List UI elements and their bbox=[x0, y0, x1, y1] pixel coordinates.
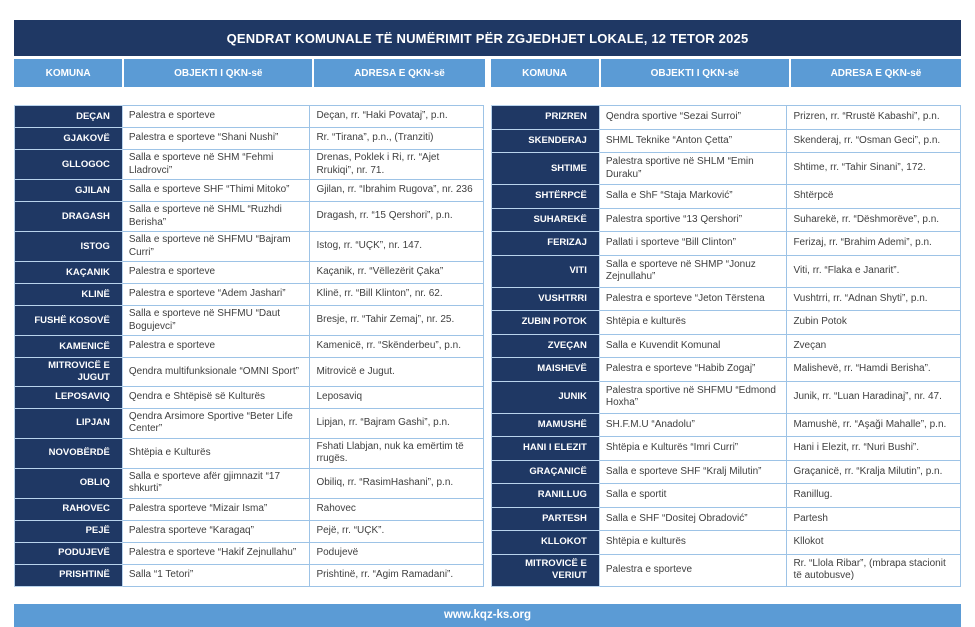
address-cell: Pejë, rr. “UÇK”. bbox=[310, 520, 484, 542]
address-cell: Obiliq, rr. “RasimHashani”, p.n. bbox=[310, 468, 484, 498]
address-cell: Zveçan bbox=[787, 334, 961, 358]
municipality-cell: PARTESH bbox=[492, 507, 600, 531]
address-cell: Ferizaj, rr. “Brahim Ademi”, p.n. bbox=[787, 232, 961, 256]
counting-centers-tables bbox=[14, 105, 961, 587]
facility-cell: Shtëpia e Kulturës bbox=[122, 438, 310, 468]
municipality-cell: RANILLUG bbox=[492, 484, 600, 508]
table-row bbox=[15, 306, 484, 336]
facility-cell: Palestra e sporteve “Shani Nushi” bbox=[122, 128, 310, 150]
table-row bbox=[15, 358, 484, 387]
page-title: QENDRAT KOMUNALE TË NUMËRIMIT PËR ZGJEDHJET LOKALE, 12 TETOR 2025 bbox=[226, 30, 749, 46]
municipality-cell: GJILAN bbox=[15, 180, 123, 202]
table-row bbox=[492, 129, 961, 153]
facility-cell: Palestra e sporteve “Habib Zogaj” bbox=[599, 358, 787, 382]
table-row bbox=[15, 542, 484, 564]
footer-website-link[interactable]: www.kqz-ks.org bbox=[443, 609, 532, 622]
table-row bbox=[492, 460, 961, 484]
facility-cell: Palestra e sporteve bbox=[122, 336, 310, 358]
facility-cell: Salla e sporteve në SHFMU “Bajram Curri” bbox=[122, 232, 310, 262]
municipality-cell: GLLOGOC bbox=[15, 150, 123, 180]
table-row bbox=[492, 437, 961, 461]
table-row bbox=[492, 208, 961, 232]
address-cell: Kllokot bbox=[787, 531, 961, 555]
table-row bbox=[15, 408, 484, 438]
header-left-half bbox=[14, 59, 485, 87]
table-row bbox=[15, 262, 484, 284]
municipality-cell: MAMUSHË bbox=[492, 413, 600, 437]
facility-cell: Salla e sporteve SHF “Thimi Mitoko” bbox=[122, 180, 310, 202]
table-row bbox=[492, 255, 961, 287]
header-objekti-left: OBJEKTI I QKN-së bbox=[124, 59, 312, 87]
municipality-cell: DRAGASH bbox=[15, 202, 123, 232]
municipality-cell: PEJË bbox=[15, 520, 123, 542]
facility-cell: Palestra e sporteve “Adem Jashari” bbox=[122, 284, 310, 306]
table-right-body bbox=[492, 106, 961, 587]
table-row bbox=[15, 180, 484, 202]
facility-cell: Salla e sporteve afër gjimnazit “17 shkurti” bbox=[122, 468, 310, 498]
facility-cell: Palestra sportive në SHFMU “Edmond Hoxha” bbox=[599, 381, 787, 413]
table-row bbox=[492, 413, 961, 437]
facility-cell: Salla e sporteve në SHML “Ruzhdi Berisha” bbox=[122, 202, 310, 232]
address-cell: Prishtinë, rr. “Agim Ramadani”. bbox=[310, 564, 484, 586]
table-left-body bbox=[15, 106, 484, 587]
municipality-cell: SHTIME bbox=[492, 153, 600, 185]
municipality-cell: MITROVICË E VERIUT bbox=[492, 554, 600, 586]
header-right-half bbox=[491, 59, 962, 87]
municipality-cell: ISTOG bbox=[15, 232, 123, 262]
table-row bbox=[492, 531, 961, 555]
municipality-cell: PODUJEVË bbox=[15, 542, 123, 564]
address-cell: Mitrovicë e Jugut. bbox=[310, 358, 484, 387]
address-cell: Zubin Potok bbox=[787, 311, 961, 335]
municipality-cell: JUNIK bbox=[492, 381, 600, 413]
facility-cell: Palestra e sporteve “Hakif Zejnullahu” bbox=[122, 542, 310, 564]
address-cell: Junik, rr. “Luan Haradinaj”, nr. 47. bbox=[787, 381, 961, 413]
header-adresa-right: ADRESA E QKN-së bbox=[791, 59, 961, 87]
facility-cell: Qendra e Shtëpisë së Kulturës bbox=[122, 386, 310, 408]
municipality-cell: KLINË bbox=[15, 284, 123, 306]
address-cell: Kaçanik, rr. “Vëllezërit Çaka” bbox=[310, 262, 484, 284]
table-row bbox=[15, 128, 484, 150]
municipality-cell: MAISHEVË bbox=[492, 358, 600, 382]
address-cell: Vushtrri, rr. “Adnan Shyti”, p.n. bbox=[787, 287, 961, 311]
address-cell: Podujevë bbox=[310, 542, 484, 564]
address-cell: Klinë, rr. “Bill Klinton”, nr. 62. bbox=[310, 284, 484, 306]
table-row bbox=[15, 150, 484, 180]
table-row bbox=[15, 468, 484, 498]
municipality-cell: GRAÇANICË bbox=[492, 460, 600, 484]
municipality-cell: KLLOKOT bbox=[492, 531, 600, 555]
facility-cell: SH.F.M.U “Anadolu” bbox=[599, 413, 787, 437]
address-cell: Drenas, Poklek i Ri, rr. “Ajet Rrukiqi”, nr. 71. bbox=[310, 150, 484, 180]
facility-cell: Palestra sporteve “Karagaq” bbox=[122, 520, 310, 542]
facility-cell: Salla e sporteve në SHMP “Jonuz Zejnullahu” bbox=[599, 255, 787, 287]
header-komuna-left: KOMUNA bbox=[14, 59, 122, 87]
table-row bbox=[492, 185, 961, 209]
facility-cell: Palestra sporteve “Mizair Isma” bbox=[122, 498, 310, 520]
municipality-cell: KAMENICË bbox=[15, 336, 123, 358]
address-cell: Rr. “Llola Ribar”, (mbrapa stacionit të autobusve) bbox=[787, 554, 961, 586]
address-cell: Suharekë, rr. “Dëshmorëve”, p.n. bbox=[787, 208, 961, 232]
municipality-cell: MITROVICË E JUGUT bbox=[15, 358, 123, 387]
municipality-cell: RAHOVEC bbox=[15, 498, 123, 520]
facility-cell: Salla “1 Tetori” bbox=[122, 564, 310, 586]
municipality-cell: KAÇANIK bbox=[15, 262, 123, 284]
table-row bbox=[15, 202, 484, 232]
facility-cell: Salla e Kuvendit Komunal bbox=[599, 334, 787, 358]
municipality-cell: PRISHTINË bbox=[15, 564, 123, 586]
municipality-cell: LEPOSAVIQ bbox=[15, 386, 123, 408]
table-row bbox=[15, 106, 484, 128]
address-cell: Fshati Llabjan, nuk ka emërtim të rrugës. bbox=[310, 438, 484, 468]
table-row bbox=[492, 153, 961, 185]
table-row bbox=[15, 284, 484, 306]
table-row bbox=[492, 381, 961, 413]
table-right bbox=[491, 105, 961, 587]
address-cell: Kamenicë, rr. “Skënderbeu”, p.n. bbox=[310, 336, 484, 358]
facility-cell: SHML Teknike “Anton Çetta” bbox=[599, 129, 787, 153]
address-cell: Malishevë, rr. “Hamdi Berisha”. bbox=[787, 358, 961, 382]
facility-cell: Palestra sportive “13 Qershori” bbox=[599, 208, 787, 232]
table-row bbox=[492, 106, 961, 130]
municipality-cell: GJAKOVË bbox=[15, 128, 123, 150]
facility-cell: Salla e ShF “Staja Marković” bbox=[599, 185, 787, 209]
address-cell: Bresje, rr. “Tahir Zemaj”, nr. 25. bbox=[310, 306, 484, 336]
table-row bbox=[15, 386, 484, 408]
facility-cell: Qendra Arsimore Sportive “Beter Life Center” bbox=[122, 408, 310, 438]
table-row bbox=[492, 311, 961, 335]
facility-cell: Shtëpia e Kulturës “Imri Curri” bbox=[599, 437, 787, 461]
header-objekti-right: OBJEKTI I QKN-së bbox=[601, 59, 789, 87]
table-row bbox=[492, 334, 961, 358]
municipality-cell: LIPJAN bbox=[15, 408, 123, 438]
municipality-cell: NOVOBËRDË bbox=[15, 438, 123, 468]
municipality-cell: ZVEÇAN bbox=[492, 334, 600, 358]
municipality-cell: VITI bbox=[492, 255, 600, 287]
facility-cell: Qendra multifunksionale “OMNI Sport” bbox=[122, 358, 310, 387]
address-cell: Shtime, rr. “Tahir Sinani”, 172. bbox=[787, 153, 961, 185]
address-cell: Deçan, rr. “Haki Povataj”, p.n. bbox=[310, 106, 484, 128]
table-row bbox=[492, 358, 961, 382]
table-row bbox=[492, 554, 961, 586]
facility-cell: Palestra e sporteve bbox=[122, 106, 310, 128]
address-cell: Rr. “Tirana”, p.n., (Tranziti) bbox=[310, 128, 484, 150]
facility-cell: Salla e sporteve në SHFMU “Daut Bogujevci” bbox=[122, 306, 310, 336]
table-left bbox=[14, 105, 484, 587]
facility-cell: Salla e SHF “Dositej Obradović” bbox=[599, 507, 787, 531]
address-cell: Rahovec bbox=[310, 498, 484, 520]
municipality-cell: PRIZREN bbox=[492, 106, 600, 130]
facility-cell: Palestra e sporteve bbox=[599, 554, 787, 586]
facility-cell: Salla e sporteve në SHM “Fehmi Lladrovci” bbox=[122, 150, 310, 180]
facility-cell: Salla e sportit bbox=[599, 484, 787, 508]
footer-bar bbox=[14, 604, 961, 627]
address-cell: Shtërpcë bbox=[787, 185, 961, 209]
municipality-cell: ZUBIN POTOK bbox=[492, 311, 600, 335]
table-header-row bbox=[14, 59, 961, 87]
address-cell: Dragash, rr. “15 Qershori”, p.n. bbox=[310, 202, 484, 232]
address-cell: Viti, rr. “Flaka e Janarit”. bbox=[787, 255, 961, 287]
address-cell: Mamushë, rr. “Aşaği Mahalle”, p.n. bbox=[787, 413, 961, 437]
table-row bbox=[15, 498, 484, 520]
facility-cell: Shtëpia e kulturës bbox=[599, 311, 787, 335]
address-cell: Partesh bbox=[787, 507, 961, 531]
table-row bbox=[15, 520, 484, 542]
address-cell: Istog, rr. “UÇK”, nr. 147. bbox=[310, 232, 484, 262]
municipality-cell: VUSHTRRI bbox=[492, 287, 600, 311]
table-row bbox=[15, 336, 484, 358]
municipality-cell: SKENDERAJ bbox=[492, 129, 600, 153]
table-row bbox=[15, 438, 484, 468]
municipality-cell: FERIZAJ bbox=[492, 232, 600, 256]
table-row bbox=[492, 232, 961, 256]
address-cell: Hani i Elezit, rr. “Nuri Bushi”. bbox=[787, 437, 961, 461]
facility-cell: Qendra sportive “Sezai Surroi” bbox=[599, 106, 787, 130]
municipality-cell: SUHAREKË bbox=[492, 208, 600, 232]
address-cell: Leposaviq bbox=[310, 386, 484, 408]
municipality-cell: DEÇAN bbox=[15, 106, 123, 128]
address-cell: Skenderaj, rr. “Osman Geci”, p.n. bbox=[787, 129, 961, 153]
address-cell: Graçanicë, rr. “Kralja Milutin”, p.n. bbox=[787, 460, 961, 484]
municipality-cell: HANI I ELEZIT bbox=[492, 437, 600, 461]
facility-cell: Salla e sporteve SHF “Kralj Milutin” bbox=[599, 460, 787, 484]
table-row bbox=[492, 287, 961, 311]
municipality-cell: SHTËRPCË bbox=[492, 185, 600, 209]
municipality-cell: FUSHË KOSOVË bbox=[15, 306, 123, 336]
header-komuna-right: KOMUNA bbox=[491, 59, 599, 87]
facility-cell: Palestra e sporteve “Jeton Tërstena bbox=[599, 287, 787, 311]
address-cell: Lipjan, rr. “Bajram Gashi”, p.n. bbox=[310, 408, 484, 438]
header-adresa-left: ADRESA E QKN-së bbox=[314, 59, 484, 87]
table-row bbox=[15, 564, 484, 586]
table-row bbox=[492, 507, 961, 531]
municipality-cell: OBLIQ bbox=[15, 468, 123, 498]
address-cell: Prizren, rr. “Rrustë Kabashi”, p.n. bbox=[787, 106, 961, 130]
facility-cell: Pallati i sporteve “Bill Clinton” bbox=[599, 232, 787, 256]
document-title-bar bbox=[14, 20, 961, 56]
address-cell: Gjilan, rr. “Ibrahim Rugova”, nr. 236 bbox=[310, 180, 484, 202]
facility-cell: Palestra sportive në SHLM “Emin Duraku” bbox=[599, 153, 787, 185]
table-row bbox=[492, 484, 961, 508]
address-cell: Ranillug. bbox=[787, 484, 961, 508]
facility-cell: Shtëpia e kulturës bbox=[599, 531, 787, 555]
table-row bbox=[15, 232, 484, 262]
facility-cell: Palestra e sporteve bbox=[122, 262, 310, 284]
